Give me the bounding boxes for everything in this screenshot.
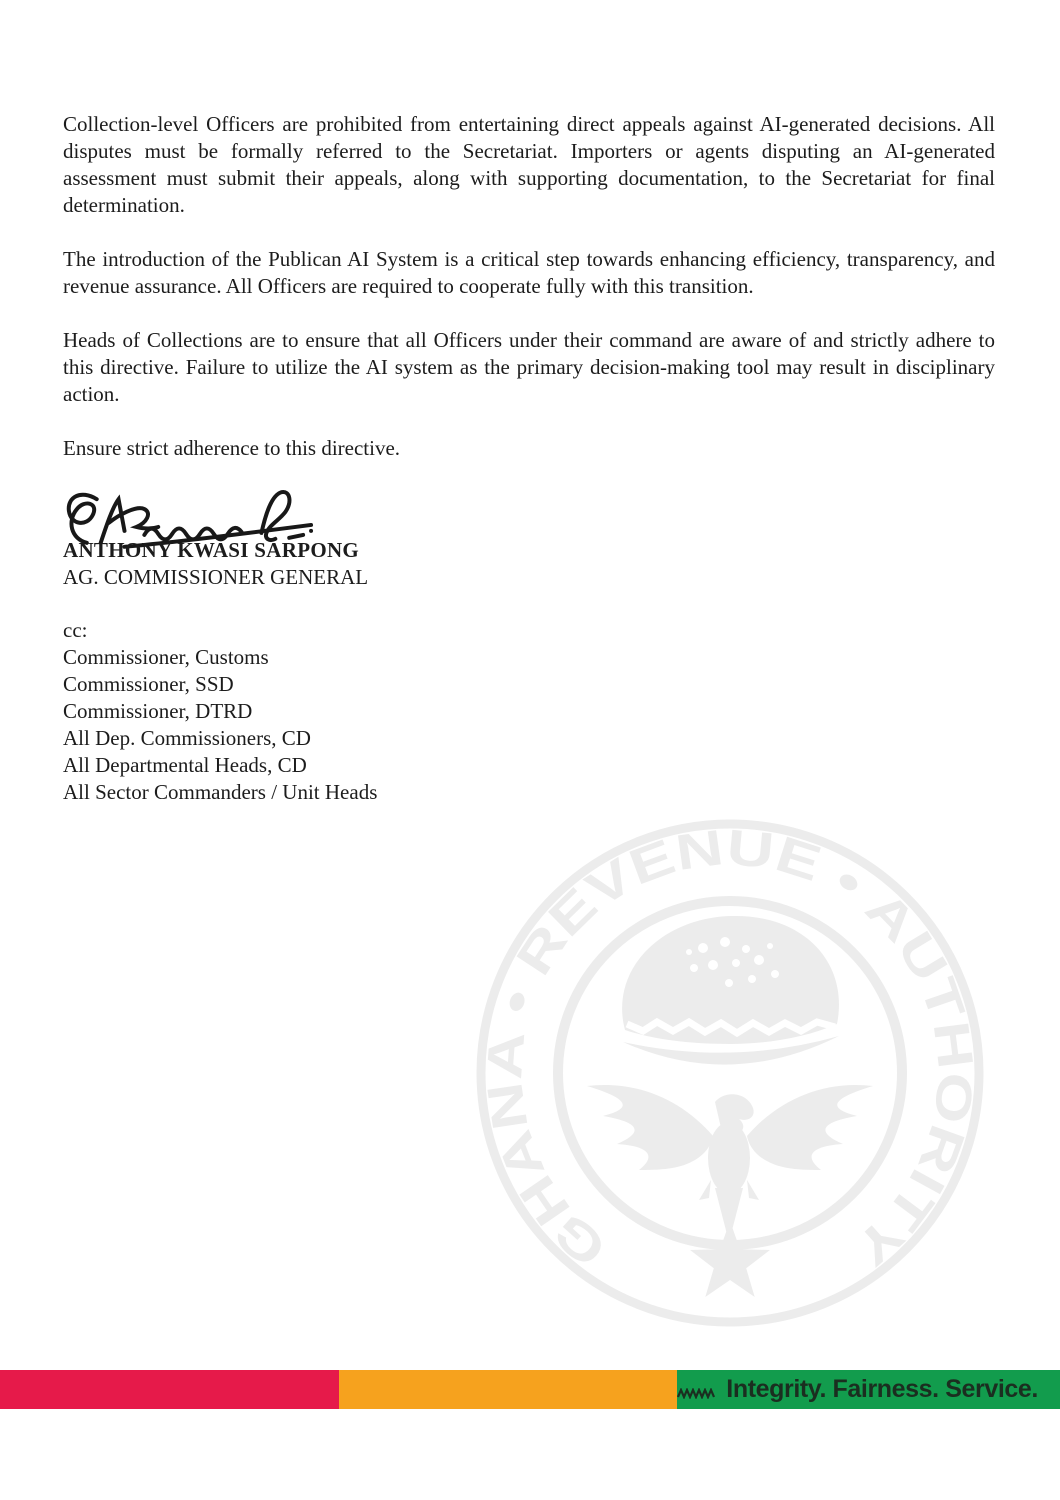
paragraph-line: action. [63,382,120,406]
paragraph [63,111,995,219]
gra-seal-group [476,819,984,1322]
paragraph-line: Heads of Collections are to ensure that all Officers under their command are aware of and strictly adhere to [63,328,995,352]
footer-red-bar [0,1370,339,1409]
paragraph-line: Ensure strict adherence to this directive. [63,436,401,460]
paragraph-line: disputes must be formally referred to the Secretariat. Importers or agents disputing an AI-generated [63,139,995,163]
cc-item: All Sector Commanders / Unit Heads [63,780,378,804]
letter-body [63,111,995,806]
paragraph-line: revenue assurance. All Officers are required to cooperate fully with this transition. [63,274,754,298]
paragraph-line: Collection-level Officers are prohibited from entertaining direct appeals against AI-generated decisions. All [63,112,995,136]
cc-item: Commissioner, Customs [63,645,269,669]
cc-item: Commissioner, SSD [63,672,234,696]
paragraph-line: assessment must submit their appeals, along with supporting documentation, to the Secretariat for final [63,166,995,190]
paragraph [63,435,995,462]
cowrie-shell-icon [622,916,839,1065]
footer-orange-bar [339,1370,678,1409]
cc-item: Commissioner, DTRD [63,699,253,723]
paragraph-line: this directive. Failure to utilize the AI system as the primary decision-making tool may result in disciplinary [63,355,995,379]
cc-block [63,617,995,806]
signatory-name: ANTHONY KWASI SARPONG [63,538,360,562]
paragraph-line: The introduction of the Publican AI System is a critical step towards enhancing efficiency, transparency, and [63,247,995,271]
seal-ring-text: GHANA • REVENUE • AUTHORITY [476,818,985,1279]
paragraph-line: determination. [63,193,185,217]
kente-zigzag-icon [677,1388,717,1399]
footer-band [0,1370,1060,1409]
footer-tagline: Integrity. Fairness. Service. [726,1375,1038,1403]
gra-seal-watermark [475,818,985,1332]
paragraphs [63,111,995,462]
signatory-title: AG. COMMISSIONER GENERAL [63,565,369,589]
footer-green-bar [677,1370,1060,1409]
star-icon [690,1221,770,1297]
signature-block [63,489,995,591]
cc-label: cc: [63,618,88,642]
cc-list [63,644,995,806]
paragraph [63,246,995,300]
cc-item: All Dep. Commissioners, CD [63,726,311,750]
paragraph [63,327,995,408]
cc-item: All Departmental Heads, CD [63,753,307,777]
